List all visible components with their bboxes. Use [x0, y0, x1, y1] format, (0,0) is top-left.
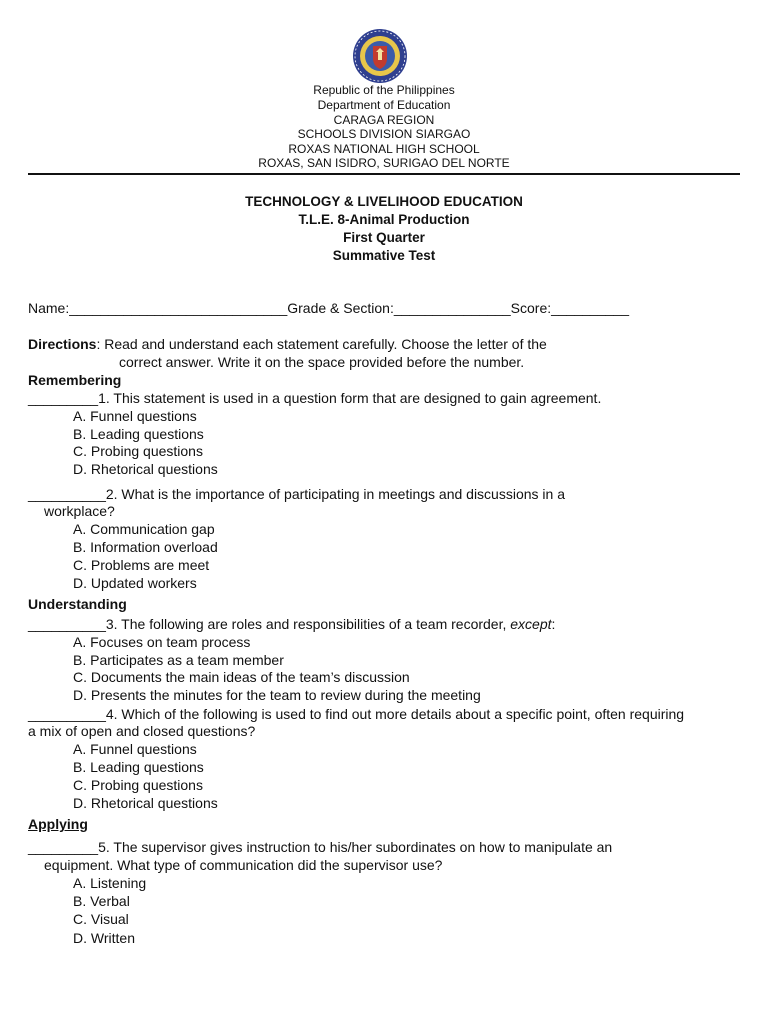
q2-option-d: D. Updated workers — [73, 575, 197, 591]
q3-option-d: D. Presents the minutes for the team to review during the meeting — [73, 687, 481, 703]
q1-option-c: C. Probing questions — [73, 443, 203, 459]
school-name: ROXAS NATIONAL HIGH SCHOOL — [288, 142, 480, 156]
q5-option-c: C. Visual — [73, 911, 129, 927]
q5-stem-1: _________5. The supervisor gives instruction to his/her subordinates on how to manipulate an — [28, 839, 613, 855]
division-line: SCHOOLS DIVISION SIARGAO — [297, 127, 471, 141]
q5-option-a: A. Listening — [73, 875, 147, 891]
q4-stem-1: __________4. Which of the following is used to find out more details about a specific point, often requiring — [28, 706, 685, 722]
section-remembering: Remembering — [28, 372, 122, 388]
header-divider — [28, 173, 740, 175]
school-address: ROXAS, SAN ISIDRO, SURIGAO DEL NORTE — [258, 156, 510, 170]
q3-option-a: A. Focuses on team process — [73, 634, 251, 650]
region-line: CARAGA REGION — [333, 113, 435, 127]
deped-seal-icon — [352, 28, 408, 84]
directions-line-1 — [28, 336, 547, 352]
q4-stem-2: a mix of open and closed questions? — [28, 723, 256, 739]
q3-option-c: C. Documents the main ideas of the team’s discussion — [73, 669, 410, 685]
q4-option-c: C. Probing questions — [73, 777, 203, 793]
q1-option-d: D. Rhetorical questions — [73, 461, 218, 477]
q3-stem-text: __________3. The following are roles and responsibilities of a team recorder, — [28, 616, 511, 632]
q2-option-c: C. Problems are meet — [73, 557, 210, 573]
q1-stem: _________1. This statement is used in a question form that are designed to gain agreement. — [28, 390, 602, 406]
q3-stem-emphasis: except — [510, 616, 552, 632]
q2-stem-1: __________2. What is the importance of participating in meetings and discussions in a — [28, 486, 565, 502]
section-applying: Applying — [28, 816, 88, 832]
q4-option-a: A. Funnel questions — [73, 741, 197, 757]
student-info-line: Name:____________________________Grade & Section:_______________Score:__________ — [28, 300, 629, 316]
q3-option-b: B. Participates as a team member — [73, 652, 284, 668]
directions-label: Directions — [28, 336, 97, 352]
q3-stem — [28, 616, 555, 632]
q1-option-b: B. Leading questions — [73, 426, 204, 442]
q2-option-b: B. Information overload — [73, 539, 218, 555]
q1-option-a: A. Funnel questions — [73, 408, 197, 424]
republic-line: Republic of the Philippines — [313, 83, 455, 97]
test-title: Summative Test — [332, 248, 436, 263]
subject-title: TECHNOLOGY & LIVELIHOOD EDUCATION — [245, 194, 523, 209]
q5-option-d: D. Written — [73, 930, 135, 946]
q4-option-d: D. Rhetorical questions — [73, 795, 218, 811]
q4-option-b: B. Leading questions — [73, 759, 204, 775]
q5-option-b: B. Verbal — [73, 893, 130, 909]
course-title: T.L.E. 8-Animal Production — [298, 212, 470, 227]
q2-option-a: A. Communication gap — [73, 521, 215, 537]
q2-stem-2: workplace? — [44, 503, 115, 519]
directions-text-2: correct answer. Write it on the space provided before the number. — [119, 354, 525, 370]
quarter-title: First Quarter — [343, 230, 425, 245]
section-understanding: Understanding — [28, 596, 127, 612]
directions-text-1: : Read and understand each statement carefully. Choose the letter of the — [96, 336, 547, 352]
q3-stem-end: : — [551, 616, 556, 632]
department-line: Department of Education — [317, 98, 451, 112]
q5-stem-2: equipment. What type of communication did the supervisor use? — [44, 857, 443, 873]
